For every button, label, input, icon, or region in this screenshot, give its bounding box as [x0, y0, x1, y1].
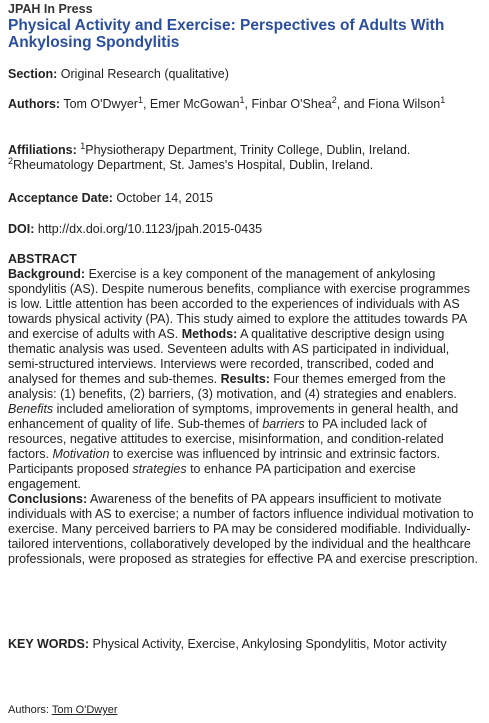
results-text: Four themes emerged from the analysis: (1) benefits, (2) barriers, (3) motivation, and (4) strategies and enablers. — [8, 372, 457, 401]
author-name: Emer McGowan — [149, 97, 240, 111]
footer-authors — [8, 704, 118, 717]
methods-text: A qualitative descriptive design using thematic analysis was used. Seventeen adults with AS participated in individual, semi-structured interviews. Interviews were recorded, transcribed, coded and analysed for themes and sub-themes. — [8, 327, 450, 386]
conclusions-text: Awareness of the benefits of PA appears insufficient to motivate individuals with AS to exercise; a number of factors influence individual motivation to exercise. Many perceived barriers to PA may be considered modifiable. Individually-tailored interventions, collaboratively developed by the individual and the healthcare professionals, were proposed as strategies for effective PA and exercise prescription. — [8, 492, 478, 566]
results-text: to exercise was influenced by intrinsic and extrinsic factors. Participants proposed — [8, 447, 441, 476]
section-value: Original Research (qualitative) — [60, 67, 229, 81]
authors-field: Authors: Tom O'Dwyer$^1$, Emer McGowan$^1$, Finbar O'Shea$^2$, and Fiona Wilson$^1$ — [8, 95, 446, 111]
keywords-field — [8, 637, 482, 652]
affiliation-text: Physiotherapy Department, Trinity College, Dublin, Ireland. — [85, 143, 411, 157]
results-text: to PA included lack of resources, negative attitudes to exercise, misinformation, and condition-related factors. — [8, 417, 444, 461]
results-emphasis: strategies — [132, 462, 187, 476]
doi-value: http://dx.doi.org/10.1123/jpah.2015-0435 — [37, 222, 263, 236]
journal-press-label: JPAH In Press — [8, 2, 93, 16]
acceptance-date: October 14, 2015 — [116, 191, 213, 205]
doi-field — [8, 222, 482, 237]
author-affiliation-mark: 1 — [440, 95, 446, 105]
abstract-heading: ABSTRACT — [8, 252, 77, 266]
authors-label: Authors: — [8, 97, 61, 111]
methods-label: Methods: — [181, 327, 238, 341]
section-label: Section: — [8, 67, 58, 81]
section-field — [8, 67, 482, 82]
author-affiliation-mark: 1 — [137, 95, 143, 105]
author-name: Fiona Wilson — [368, 97, 441, 111]
author-link[interactable]: Tom O'Dwyer — [51, 704, 118, 716]
affiliations-field — [8, 143, 482, 173]
acceptance-field — [8, 191, 482, 206]
affiliation-text: Rheumatology Department, St. James's Hospital, Dublin, Ireland. — [13, 158, 374, 172]
results-emphasis: Motivation — [52, 447, 110, 461]
author-affiliation-mark: 1 — [239, 95, 245, 105]
author-name: Finbar O'Shea — [251, 97, 332, 111]
keywords-label: KEY WORDS: — [8, 637, 90, 651]
results-text: included amelioration of symptoms, improvements in general health, and enhancement of quality of life. Sub-themes of — [8, 402, 459, 431]
abstract-body — [8, 267, 482, 567]
background-label: Background: — [8, 267, 86, 281]
results-label: Results: — [220, 372, 270, 386]
background-text: Exercise is a key component of the management of ankylosing spondylitis (AS). Despite numerous benefits, compliance with exercise programmes is low. Little attention has been accorded to the experiences of individuals with AS towards physical activity (PA). This study aimed to explore the attitudes towards PA and exercise of adults with AS. — [8, 267, 470, 341]
results-text: to enhance PA participation and exercise engagement. — [8, 462, 416, 491]
affiliation-number: 1 — [80, 141, 86, 151]
conclusions-label: Conclusions: — [8, 492, 88, 506]
affiliation-number: 2 — [8, 156, 14, 166]
article-title: Physical Activity and Exercise: Perspectives of Adults With Ankylosing Spondylitis — [8, 17, 445, 51]
acceptance-label: Acceptance Date: — [8, 191, 113, 205]
results-emphasis: barriers — [262, 417, 305, 431]
author-name: Tom O'Dwyer — [63, 97, 138, 111]
abstract-section — [8, 252, 482, 567]
keywords-value: Physical Activity, Exercise, Ankylosing Spondylitis, Motor activity — [92, 637, 447, 651]
affiliations-label: Affiliations: — [8, 143, 77, 157]
footer-authors-label: Authors: — [8, 704, 49, 716]
results-emphasis: Benefits — [8, 402, 54, 416]
author-affiliation-mark: 2 — [331, 95, 337, 105]
doi-label: DOI: — [8, 222, 35, 236]
